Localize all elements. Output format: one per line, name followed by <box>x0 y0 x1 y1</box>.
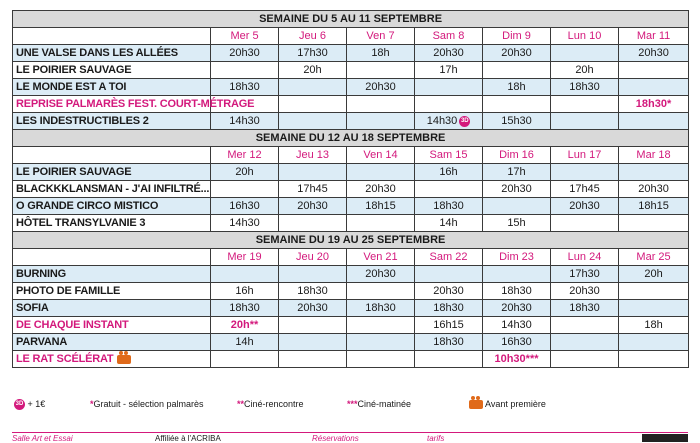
showtime-cell <box>347 334 415 351</box>
day-header: Dim 9 <box>483 28 551 45</box>
showtime-cell <box>279 317 347 334</box>
showtime-cell <box>347 300 415 317</box>
3d-badge-icon: 3D <box>14 399 25 410</box>
showtime-cell <box>483 317 551 334</box>
day-header: Sam 22 <box>415 249 483 266</box>
day-header: Mer 5 <box>211 28 279 45</box>
showtime-cell <box>483 164 551 181</box>
film-row <box>13 266 689 283</box>
showtime: 20h30 <box>638 47 669 59</box>
film-row <box>13 113 689 130</box>
showtime-cell <box>211 351 279 368</box>
showtime: 18h15 <box>638 200 669 212</box>
day-header: Ven 14 <box>347 147 415 164</box>
showtime-cell <box>483 96 551 113</box>
film-title <box>13 317 211 334</box>
week-header-row <box>13 232 689 249</box>
showtime: 18h30 <box>229 302 260 314</box>
showtime-cell <box>415 215 483 232</box>
day-header: Lun 24 <box>551 249 619 266</box>
week-title: SEMAINE DU 5 AU 11 SEPTEMBRE <box>13 11 689 28</box>
showtime-cell <box>483 283 551 300</box>
showtime-cell <box>415 300 483 317</box>
showtime-cell <box>483 45 551 62</box>
showtime-cell <box>415 198 483 215</box>
showtime-cell <box>619 198 689 215</box>
film-title <box>13 62 211 79</box>
showtime-cell <box>211 283 279 300</box>
film-row <box>13 215 689 232</box>
showtime-cell <box>619 351 689 368</box>
showtime: 14h30 <box>229 217 260 229</box>
film-title-text: LE RAT SCÉLÉRAT <box>16 353 114 365</box>
footer-affiliation: Affiliée à l'ACRIBA <box>155 434 221 443</box>
showtime-cell <box>279 198 347 215</box>
film-title <box>13 215 211 232</box>
showtime-cell <box>279 266 347 283</box>
legend-premiere-text: Avant première <box>485 399 546 409</box>
showtime-cell <box>279 113 347 130</box>
day-header: Jeu 6 <box>279 28 347 45</box>
film-row <box>13 300 689 317</box>
showtime: 16h30 <box>501 336 532 348</box>
showtime: 17h45 <box>569 183 600 195</box>
showtime-cell <box>483 215 551 232</box>
film-title-text: LE POIRIER SAUVAGE <box>16 166 132 178</box>
showtime: 15h <box>507 217 526 229</box>
showtime-cell <box>483 334 551 351</box>
camera-icon <box>117 355 131 364</box>
showtime: 18h <box>371 47 390 59</box>
film-row <box>13 283 689 300</box>
film-title <box>13 113 211 130</box>
showtime-cell <box>347 45 415 62</box>
film-title-text: LE POIRIER SAUVAGE <box>16 64 132 76</box>
showtime-cell <box>415 62 483 79</box>
day-header-blank <box>13 249 211 266</box>
showtime-cell <box>415 181 483 198</box>
showtime-cell <box>211 79 279 96</box>
showtime-cell <box>551 215 619 232</box>
film-row <box>13 79 689 96</box>
showtime-cell <box>483 300 551 317</box>
showtime: 10h30*** <box>494 353 539 365</box>
footer-left: Salle Art et Essai <box>12 434 73 443</box>
showtime-cell <box>415 164 483 181</box>
showtime: 16h30 <box>229 200 260 212</box>
day-header: Mar 25 <box>619 249 689 266</box>
film-title <box>13 79 211 96</box>
day-header: Jeu 20 <box>279 249 347 266</box>
film-title-text: LE MONDE EST A TOI <box>16 81 127 93</box>
film-title-text: BURNING <box>16 268 66 280</box>
schedule <box>12 10 688 368</box>
camera-icon <box>469 400 483 409</box>
showtime: 20h30 <box>501 302 532 314</box>
showtime: 18h30 <box>297 285 328 297</box>
showtime: 14h <box>235 336 254 348</box>
showtime: 18h30 <box>569 81 600 93</box>
film-title-text: HÔTEL TRANSYLVANIE 3 <box>16 217 146 229</box>
showtime: 20h30 <box>297 302 328 314</box>
showtime: 16h <box>439 166 458 178</box>
day-header-blank <box>13 28 211 45</box>
showtime-cell <box>619 181 689 198</box>
showtime-cell <box>551 164 619 181</box>
legend-free <box>90 399 204 409</box>
film-title-text: PARVANA <box>16 336 68 348</box>
showtime-cell <box>347 266 415 283</box>
showtime-cell <box>211 334 279 351</box>
legend-star-2: ** <box>237 399 245 409</box>
showtime-cell <box>551 79 619 96</box>
film-row <box>13 317 689 334</box>
showtime: 18h30 <box>433 336 464 348</box>
showtime-cell <box>415 113 483 130</box>
showtime-cell <box>551 266 619 283</box>
showtime-cell <box>551 300 619 317</box>
showtime-cell <box>279 45 347 62</box>
showtime-cell <box>483 181 551 198</box>
day-header: Sam 8 <box>415 28 483 45</box>
legend-3d <box>12 399 45 410</box>
day-header: Ven 21 <box>347 249 415 266</box>
showtime: 20h <box>235 166 254 178</box>
showtime-cell <box>279 351 347 368</box>
showtime: 17h <box>439 64 458 76</box>
showtime-cell <box>279 334 347 351</box>
legend <box>12 396 688 414</box>
legend-meeting-text: Ciné-rencontre <box>244 399 304 409</box>
showtime-cell <box>211 317 279 334</box>
showtime-cell <box>483 198 551 215</box>
film-title-text: PHOTO DE FAMILLE <box>16 285 121 297</box>
showtime-cell <box>347 79 415 96</box>
showtime-cell <box>619 334 689 351</box>
showtime-cell <box>347 181 415 198</box>
showtime: 20h <box>644 268 663 280</box>
showtime-cell <box>279 181 347 198</box>
showtime: 18h30 <box>501 285 532 297</box>
day-header: Mar 11 <box>619 28 689 45</box>
legend-premiere <box>465 399 546 409</box>
showtime: 17h30 <box>569 268 600 280</box>
showtime: 20h30 <box>365 183 396 195</box>
showtime: 20h30 <box>569 200 600 212</box>
showtime-cell <box>347 62 415 79</box>
showtime-cell <box>483 62 551 79</box>
showtime-cell <box>619 317 689 334</box>
film-row <box>13 181 689 198</box>
week-title: SEMAINE DU 12 AU 18 SEPTEMBRE <box>13 130 689 147</box>
footer-logo <box>642 434 688 442</box>
film-title <box>13 164 211 181</box>
showtime: 18h30 <box>229 81 260 93</box>
day-header: Dim 23 <box>483 249 551 266</box>
day-header: Sam 15 <box>415 147 483 164</box>
showtime: 18h <box>507 81 526 93</box>
showtime: 16h <box>235 285 254 297</box>
showtime: 18h30 <box>433 200 464 212</box>
film-title-text: UNE VALSE DANS LES ALLÉES <box>16 47 178 59</box>
film-title-text: O GRANDE CIRCO MISTICO <box>16 200 159 212</box>
showtime: 20h <box>303 64 322 76</box>
showtime-cell <box>279 300 347 317</box>
day-header: Mer 12 <box>211 147 279 164</box>
showtime-cell <box>415 334 483 351</box>
film-title-text: DE CHAQUE INSTANT <box>16 319 129 331</box>
showtime: 20h <box>575 64 594 76</box>
day-header: Mer 19 <box>211 249 279 266</box>
showtime-cell <box>483 266 551 283</box>
footer <box>12 432 688 442</box>
showtime: 15h30 <box>501 115 532 127</box>
showtime-cell <box>279 96 347 113</box>
day-header: Ven 7 <box>347 28 415 45</box>
showtime-cell <box>279 62 347 79</box>
showtime-cell <box>415 79 483 96</box>
showtime-cell <box>619 79 689 96</box>
legend-matinee <box>347 399 411 409</box>
showtime: 18h15 <box>365 200 396 212</box>
showtime: 17h <box>507 166 526 178</box>
showtime: 16h15 <box>433 319 464 331</box>
film-title <box>13 266 211 283</box>
showtime-cell <box>211 164 279 181</box>
film-title <box>13 45 211 62</box>
showtime-cell <box>211 266 279 283</box>
showtime-cell <box>619 283 689 300</box>
showtime: 17h30 <box>297 47 328 59</box>
film-row <box>13 198 689 215</box>
showtime: 18h <box>644 319 663 331</box>
showtime-cell <box>279 79 347 96</box>
showtime-cell <box>483 79 551 96</box>
film-title <box>13 96 255 113</box>
showtime: 20h30 <box>365 268 396 280</box>
showtime-cell <box>279 164 347 181</box>
showtime-cell <box>347 215 415 232</box>
showtime-cell <box>483 113 551 130</box>
showtime-cell <box>211 215 279 232</box>
showtime-cell <box>551 45 619 62</box>
day-header-row <box>13 28 689 45</box>
showtime-cell <box>347 351 415 368</box>
showtime-cell <box>347 283 415 300</box>
showtime-cell <box>415 45 483 62</box>
schedule-table <box>12 10 689 368</box>
legend-meeting <box>237 399 304 409</box>
film-row <box>13 62 689 79</box>
film-title <box>13 351 211 368</box>
showtime-cell <box>279 283 347 300</box>
showtime-cell <box>483 351 551 368</box>
film-row <box>13 96 689 113</box>
showtime: 20h30 <box>569 285 600 297</box>
showtime-cell <box>211 300 279 317</box>
showtime: 14h <box>439 217 458 229</box>
film-row <box>13 45 689 62</box>
film-title <box>13 283 211 300</box>
showtime-cell <box>619 215 689 232</box>
showtime: 18h30 <box>433 302 464 314</box>
showtime-cell <box>347 164 415 181</box>
film-row <box>13 351 689 368</box>
showtime: 20h30 <box>433 285 464 297</box>
day-header: Jeu 13 <box>279 147 347 164</box>
showtime-cell <box>347 198 415 215</box>
showtime: 18h30 <box>365 302 396 314</box>
showtime-cell <box>619 45 689 62</box>
legend-matinee-text: Ciné-matinée <box>357 399 412 409</box>
showtime-cell <box>211 45 279 62</box>
film-title <box>13 334 211 351</box>
day-header-row <box>13 147 689 164</box>
showtime-cell <box>551 96 619 113</box>
film-title <box>13 198 211 215</box>
film-row <box>13 164 689 181</box>
showtime: 14h30 <box>229 115 260 127</box>
showtime: 20h30 <box>365 81 396 93</box>
film-title <box>13 181 211 198</box>
showtime-cell <box>551 334 619 351</box>
footer-tarifs: tarifs <box>427 434 445 443</box>
showtime: 20h** <box>230 319 259 331</box>
showtime: 14h30 <box>501 319 532 331</box>
showtime-cell <box>347 317 415 334</box>
showtime-cell <box>619 300 689 317</box>
showtime-cell <box>211 113 279 130</box>
film-row <box>13 334 689 351</box>
3d-badge-icon: 3D <box>459 116 470 127</box>
film-title-text: LES INDESTRUCTIBLES 2 <box>16 115 149 127</box>
legend-3d-text: + 1€ <box>27 399 46 409</box>
showtime: 20h30 <box>229 47 260 59</box>
showtime-cell <box>619 96 689 113</box>
week-header-row <box>13 130 689 147</box>
showtime-cell <box>211 181 279 198</box>
film-title <box>13 300 211 317</box>
showtime-cell <box>551 317 619 334</box>
day-header: Lun 10 <box>551 28 619 45</box>
showtime: 18h30 <box>569 302 600 314</box>
showtime-cell <box>415 96 483 113</box>
showtime-cell <box>551 351 619 368</box>
legend-star-1: * <box>90 399 94 409</box>
showtime-cell <box>551 198 619 215</box>
showtime-cell <box>551 283 619 300</box>
showtime: 20h30 <box>501 183 532 195</box>
showtime-cell <box>211 198 279 215</box>
week-header-row <box>13 11 689 28</box>
day-header-blank <box>13 147 211 164</box>
showtime-cell <box>619 113 689 130</box>
showtime-cell <box>347 113 415 130</box>
showtime: 14h30 <box>426 115 458 127</box>
showtime: 20h30 <box>501 47 532 59</box>
showtime: 20h30 <box>433 47 464 59</box>
legend-star-3: *** <box>347 399 358 409</box>
showtime-cell <box>415 317 483 334</box>
showtime-cell <box>415 283 483 300</box>
footer-reservations: Réservations <box>312 434 359 443</box>
showtime: 20h30 <box>638 183 669 195</box>
legend-free-text: Gratuit - sélection palmarès <box>93 399 204 409</box>
showtime-cell <box>211 62 279 79</box>
showtime-cell <box>347 96 415 113</box>
day-header: Dim 16 <box>483 147 551 164</box>
showtime-cell <box>551 62 619 79</box>
day-header-row <box>13 249 689 266</box>
showtime: 20h30 <box>297 200 328 212</box>
day-header: Lun 17 <box>551 147 619 164</box>
film-title-text: REPRISE PALMARÈS FEST. COURT-MÉTRAGE <box>16 98 255 110</box>
showtime-cell <box>619 164 689 181</box>
showtime-cell <box>551 113 619 130</box>
day-header: Mar 18 <box>619 147 689 164</box>
film-title-text: BLACKKKLANSMAN - J'AI INFILTRÉ... <box>16 183 210 195</box>
showtime-cell <box>415 266 483 283</box>
showtime: 18h30* <box>635 98 672 110</box>
showtime-cell <box>619 62 689 79</box>
showtime: 17h45 <box>297 183 328 195</box>
showtime-cell <box>415 351 483 368</box>
showtime-cell <box>551 181 619 198</box>
film-title-text: SOFIA <box>16 302 49 314</box>
showtime-cell <box>279 215 347 232</box>
showtime-cell <box>619 266 689 283</box>
week-title: SEMAINE DU 19 AU 25 SEPTEMBRE <box>13 232 689 249</box>
